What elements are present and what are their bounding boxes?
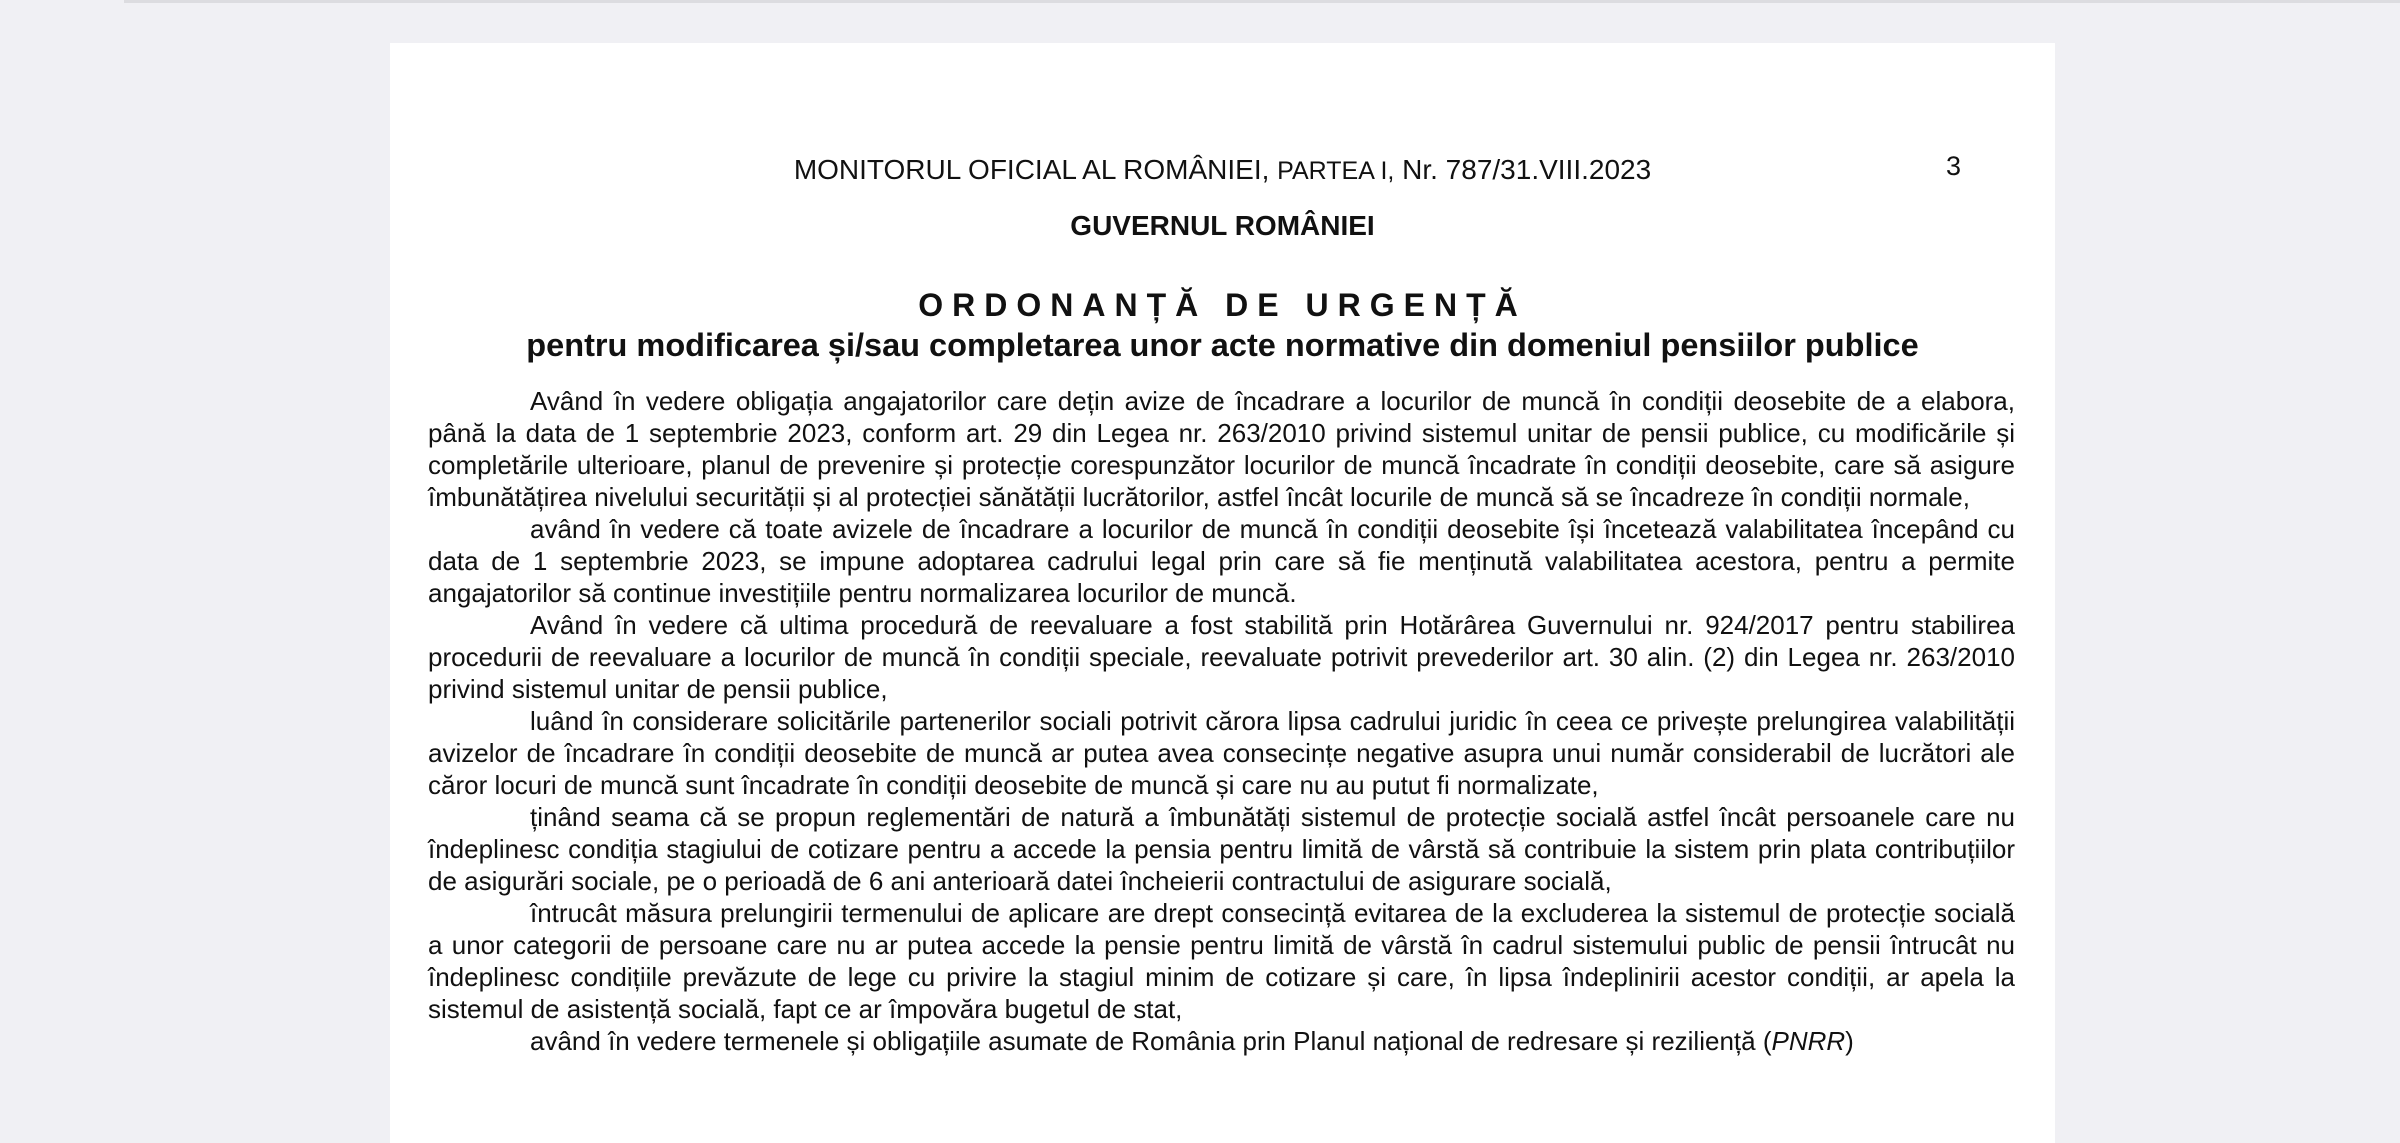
document-type-title: ORDONANȚĂ DE URGENȚĂ xyxy=(918,287,1527,323)
issuer-heading: GUVERNUL ROMÂNIEI xyxy=(1070,210,1375,241)
paragraph-abbreviation: PNRR xyxy=(1771,1026,1846,1056)
header-issue: Nr. 787/31.VIII.2023 xyxy=(1402,154,1652,185)
page-header xyxy=(390,151,2055,190)
paragraph: luând în considerare solicitările partenerilor sociali potrivit cărora lipsa cadrului juridic în ceea ce privește prelungirea valabilității avizelor de încadrare în condiții deosebite de muncă ar putea avea consecințe negative asupra unui număr considerabil de lucrători ale căror locuri de muncă sunt încadrate în condiții deosebite de muncă și care nu au putut fi normalizate, xyxy=(428,706,2015,800)
paragraph-partial xyxy=(428,1025,2015,1057)
document-page xyxy=(390,43,2055,1143)
paragraph: ținând seama că se propun reglementări de natură a îmbunătăți sistemul de protecție socială astfel încât persoanele care nu îndeplinesc condiția stagiului de cotizare pentru a accede la pensia pentru limită de vârstă să contribuie la sistem prin plata contribuțiilor de asigurări sociale, pe o perioadă de 6 ani anterioară datei încheierii contractului de asigurare socială, xyxy=(428,802,2015,896)
paragraph: având în vedere că toate avizele de încadrare a locurilor de muncă în condiții deosebite își încetează valabilitatea începând cu data de 1 septembrie 2023, se impune adoptarea cadrului legal prin care să fie menținută valabilitatea acestora, pentru a permite angajatorilor să continue investițiile pentru normalizarea locurilor de muncă. xyxy=(428,514,2015,608)
header-publication: MONITORUL OFICIAL AL ROMÂNIEI, xyxy=(793,154,1270,185)
paragraph-text-end: ) xyxy=(1845,1026,1854,1056)
viewer-top-border xyxy=(124,0,2400,3)
paragraph-text: având în vedere termenele și obligațiile asumate de România prin Planul național de redresare și reziliență ( xyxy=(530,1026,1772,1056)
document-body xyxy=(428,385,2015,1057)
document-subtitle: pentru modificarea și/sau completarea unor acte normative din domeniul pensiilor publice xyxy=(526,327,1919,363)
page-number: 3 xyxy=(1946,151,1962,181)
header-part: PARTEA I, xyxy=(1277,157,1395,185)
paragraph: întrucât măsura prelungirii termenului de aplicare are drept consecință evitarea de la excluderea la sistemul de protecție socială a unor categorii de persoane care nu ar putea accede la pensie pentru limită de vârstă în cadrul sistemului public de pensii întrucât nu îndeplinesc condițiile prevăzute de lege cu privire la stagiul minim de cotizare și care, în lipsa îndeplinirii acestor condiții, ar apela la sistemul de asistență socială, fapt ce ar împovăra bugetul de stat, xyxy=(428,898,2015,1024)
paragraph: Având în vedere obligația angajatorilor care dețin avize de încadrare a locurilor de muncă în condiții deosebite de a elabora, până la data de 1 septembrie 2023, conform art. 29 din Legea nr. 263/2010 privind sistemul unitar de pensii publice, cu modificările și completările ulterioare, planul de prevenire și protecție corespunzător locurilor de muncă încadrate în condiții deosebite, care să asigure îmbunătățirea nivelului securității și al protecției sănătății lucrătorilor, astfel încât locurile de muncă să se încadreze în condiții normale, xyxy=(428,386,2015,512)
paragraph: Având în vedere că ultima procedură de reevaluare a fost stabilită prin Hotărârea Guvernului nr. 924/2017 pentru stabilirea procedurii de reevaluare a locurilor de muncă în condiții speciale, reevaluate potrivit prevederilor art. 30 alin. (2) din Legea nr. 263/2010 privind sistemul unitar de pensii publice, xyxy=(428,610,2015,704)
